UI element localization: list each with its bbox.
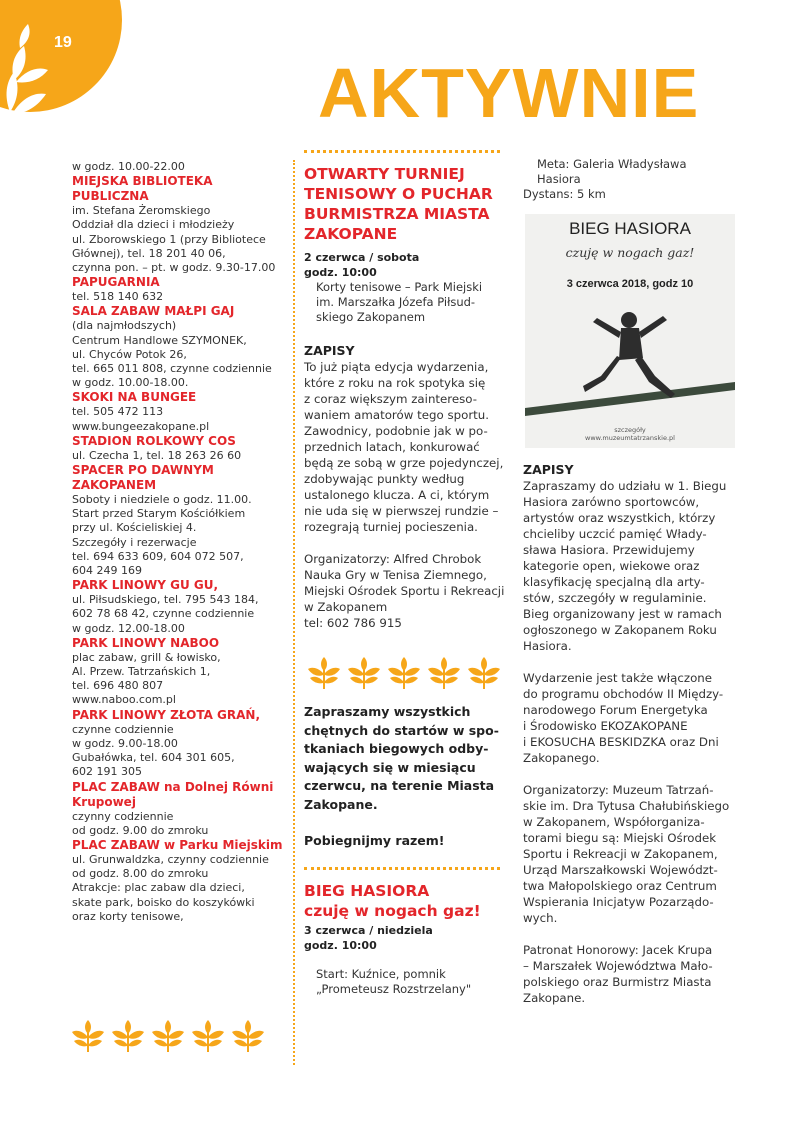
wheat-icon [466,655,502,689]
text-line: Zakopane. [523,991,586,1005]
wheat-icon [386,655,422,689]
text-line: „Prometeusz Rozstrzelany" [316,981,472,996]
venue-name: Krupowej [72,794,136,809]
venue-detail: tel. 665 011 808, czynne codziennie [72,362,272,376]
poster-date: 3 czerwca 2018, godz 10 [566,278,694,290]
venue-name: PARK LINOWY ZŁOTA GRAŃ, [72,707,261,722]
text-line: nie uda się w pierwszej rundzie – [304,504,499,518]
venue-detail: czynne codziennie [72,722,174,736]
text-line: Urząd Marszałkowski Województ- [523,863,718,877]
text-line: narodowego Forum Energetyka [523,703,708,717]
title-line: TENISOWY O PUCHAR [304,185,493,203]
text-line: zdobywając punkty według [304,472,465,486]
text-line: Zakopane. [304,796,378,812]
text-line: Zawodnicy, podobnie jak w po- [304,424,488,438]
venue-detail: tel. 505 472 113 [72,405,164,419]
text-line: i EKOSUCHA BESKIDZKA oraz Dni [523,735,719,749]
venue-name: PARK LINOWY GU GU, [72,578,219,593]
venue-name: STADION ROLKOWY COS [72,433,236,448]
venue-detail: tel. 694 633 609, 604 072 507, [72,549,244,563]
venue-detail: plac zabaw, grill & łowisko, [72,650,221,664]
text-line: Nauka Gry w Tenisa Ziemnego, [304,568,487,582]
text-line: twa Małopolskiego oraz Centrum [523,879,717,893]
text-line: klasyfikację specjalną dla arty- [523,575,705,589]
text-line: rozegrają turniej pocieszenia. [304,520,478,534]
text-line: Wydarzenie jest także włączone [523,671,713,685]
poster-details-label: szczegóły [614,426,646,434]
text-line: tel: 602 786 915 [304,616,402,630]
venue-detail: www.bungeezakopane.pl [72,419,210,433]
text-line: – Marszałek Województwa Mało- [523,959,713,973]
venue-name: SKOKI NA BUNGEE [72,390,197,405]
poster-title: BIEG HASIORA [569,219,691,238]
text-line: chętnych do startów w spo- [304,722,499,738]
dotted-rule [304,150,500,156]
text-line: w Zakopanem, Współorganiza- [523,815,705,829]
text-line: waniem amatorów tego sportu. [304,408,490,422]
text-line: skie im. Dra Tytusa Chałubińskiego [523,799,730,813]
venue-detail: w godz. 9.00-18.00 [72,736,178,750]
venue-detail: www.naboo.com.pl [72,693,176,707]
venue-line: im. Marszałka Józefa Piłsud- [316,295,476,309]
section-title: AKTYWNIE [318,54,700,132]
venue-detail: od godz. 9.00 do zmroku [72,823,209,837]
venue-detail: czynna pon. – pt. w godz. 9.30-17.00 [72,261,276,275]
text-line: Hasiora [537,172,581,186]
run-patronage [523,942,735,1006]
venue-detail: Soboty i niedziele o godz. 11.00. [72,493,252,507]
venue-detail: Gubałówka, tel. 604 301 605, [72,751,235,765]
run-finish-location [523,157,735,187]
text-line: Bieg organizowany jest w ramach [523,607,722,621]
venue-name: PARK LINOWY NABOO [72,635,220,650]
text-line: tkaniach biegowych odby- [304,741,489,756]
text-line: i Środowisko EKOZAKOPANE [523,719,688,733]
venue-detail: 604 249 169 [72,564,142,578]
venue-detail: Oddział dla dzieci i młodzieży [72,218,235,232]
text-line: czerwcu, na terenie Miasta [304,778,495,793]
wheat-icon [190,1018,226,1052]
tennis-date: 2 czerwca / sobota [304,251,420,264]
venue-name: SALA ZABAW MAŁPI GAJ [72,304,235,319]
run-organizers [523,782,735,926]
wheat-decoration-left [70,1018,266,1052]
title-line: OTWARTY TURNIEJ [304,165,465,183]
text-line: polskiego oraz Burmistrz Miasta [523,975,712,989]
text-line: ustalonego klucza. A ci, którym [304,488,490,502]
text-line: Meta: Galeria Władysława [537,157,687,171]
venue-name: ZAKOPANEM [72,478,157,493]
text-line: kategorie open, wiekowe oraz [523,559,700,573]
text-line: wych. [523,911,558,925]
text-line: Start: Kuźnice, pomnik [316,966,446,981]
venue-detail: Start przed Starym Kościółkiem [72,507,246,521]
poster-website: www.muzeumtatrzanskie.pl [585,434,675,442]
venue-detail: (dla najmłodszych) [72,319,177,333]
venue-name: PUBLICZNA [72,189,149,204]
tennis-venue [304,280,500,325]
text-line: Sportu i Rekreacji w Zakopanem, [523,847,718,861]
wheat-icon [306,655,342,689]
poster-subtitle: czuję w nogach gaz! [565,245,695,260]
venue-detail: 602 191 305 [72,765,142,779]
venue-detail: Głównej), tel. 18 201 40 06, [72,246,226,260]
page-number: 19 [54,34,72,51]
dotted-rule [304,867,500,873]
wheat-icon [426,655,462,689]
wheat-icon [110,1018,146,1052]
title-line: ZAKOPANE [304,225,398,243]
tennis-and-run-column [304,150,505,997]
venue-name: PLAC ZABAW na Dolnej Równi [72,779,274,794]
venue-detail: czynny codziennie [72,809,174,823]
text-line: chcieliby uczcić pamięć Włady- [523,527,707,541]
venue-detail: Szczegóły i rezerwacje [72,535,197,549]
text-line: w Zakopanem [304,600,388,614]
venue-detail: od godz. 8.00 do zmroku [72,867,209,881]
wheat-icon [346,655,382,689]
text-line: z coraz większym zaintereso- [304,392,477,406]
wheat-icon [230,1018,266,1052]
text-line: sława Hasiora. Przewidujemy [523,543,695,557]
wheat-icon [150,1018,186,1052]
venue-detail: ul. Piłsudskiego, tel. 795 543 184, [72,593,259,607]
text-line: Hasiora zarówno sportowców, [523,495,700,509]
venue-detail: 602 78 68 42, czynne codziennie [72,607,255,621]
run-time: godz. 10:00 [304,938,377,952]
run-event-title: BIEG HASIORA [304,881,430,900]
text-line: stów, szczegóły w regulaminie. [523,591,707,605]
text-line: do programu obchodów II Między- [523,687,724,701]
venue-detail: Atrakcje: plac zabaw dla dzieci, [72,881,245,895]
jumping-man-photo [525,296,735,426]
invite-cta: Pobiegnijmy razem! [304,833,445,848]
venue-detail: tel. 518 140 632 [72,290,164,304]
tennis-organizers [304,551,505,631]
venue-detail: im. Stefana Żeromskiego [72,204,211,218]
venue-listing [72,160,282,924]
text-line: będą ze sobą w grze pojedynczej, [304,456,504,470]
venue-detail: ul. Chyców Potok 26, [72,347,187,361]
run-zapisy-label: ZAPISY [523,462,574,477]
venue-name: PLAC ZABAW w Parku Miejskim [72,837,283,852]
run-description [523,478,735,654]
text-line: Wspierania Inicjatyw Pozarządo- [523,895,714,909]
title-line: BURMISTRZA MIASTA [304,205,490,223]
corner-wheat-emblem [0,0,122,126]
run-event-subtitle: czuję w nogach gaz! [304,901,481,920]
text-line: Zapraszamy do udziału w 1. Biegu [523,479,727,493]
venue-name: MIEJSKA BIBLIOTEKA [72,174,213,189]
run-details-column [523,157,735,1006]
invite-text [304,703,500,814]
tennis-zapisy-label: ZAPISY [304,343,355,358]
run-poster-image [525,214,735,448]
text-line: Miejski Ośrodek Sportu i Rekreacji [304,584,505,598]
text-line: Organizatorzy: Muzeum Tatrzań- [523,783,714,797]
venue-detail: Centrum Handlowe SZYMONEK, [72,333,247,347]
wheat-decoration-middle [306,655,500,689]
run-program-note [523,670,735,766]
text-line: Organizatorzy: Alfred Chrobok [304,552,482,566]
wheat-icon [70,1018,106,1052]
venue-name: PAPUGARNIA [72,275,160,290]
run-start-location [304,967,500,997]
venue-detail: oraz korty tenisowe, [72,909,184,923]
venue-detail: ul. Czecha 1, tel. 18 263 26 60 [72,448,242,462]
text-line: Zapraszamy wszystkich [304,704,471,719]
venue-detail: ul. Grunwaldzka, czynny codziennie [72,852,269,866]
venue-detail: w godz. 10.00-18.00. [72,376,189,390]
venue-detail: przy ul. Kościeliskiej 4. [72,521,197,535]
tennis-event-title [304,164,500,244]
text-line: Zakopanego. [523,751,600,765]
text-line: Hasiora. [523,639,572,653]
text-line: artystów oraz wszystkich, którzy [523,511,716,525]
venue-name: SPACER PO DAWNYM [72,463,214,478]
text-line: Patronat Honorowy: Jacek Krupa [523,943,713,957]
text-line: torami biegu są: Miejski Ośrodek [523,831,717,845]
text-line: wających się w miesiącu [304,759,476,775]
venue-detail: Al. Przew. Tatrzańskich 1, [72,665,211,679]
venue-detail: w godz. 10.00-22.00 [72,160,185,173]
venue-line: Korty tenisowe – Park Miejski [316,280,483,294]
venue-detail: tel. 696 480 807 [72,679,164,693]
venue-detail: skate park, boisko do koszykówki [72,895,255,909]
text-line: które z roku na rok spotyka się [304,376,486,390]
run-date: 3 czerwca / niedziela [304,923,433,937]
column-divider [293,160,295,1065]
venue-detail: ul. Zborowskiego 1 (przy Bibliotece [72,232,266,246]
text-line: To już piąta edycja wydarzenia, [304,360,489,374]
venue-detail: w godz. 12.00-18.00 [72,621,185,635]
run-distance: Dystans: 5 km [523,187,606,201]
tennis-description [304,359,504,535]
venue-line: skiego Zakopanem [316,310,426,324]
text-line: przednich latach, konkurować [304,440,480,454]
text-line: ogłoszonego w Zakopanem Roku [523,623,717,637]
tennis-time: godz. 10:00 [304,266,377,279]
